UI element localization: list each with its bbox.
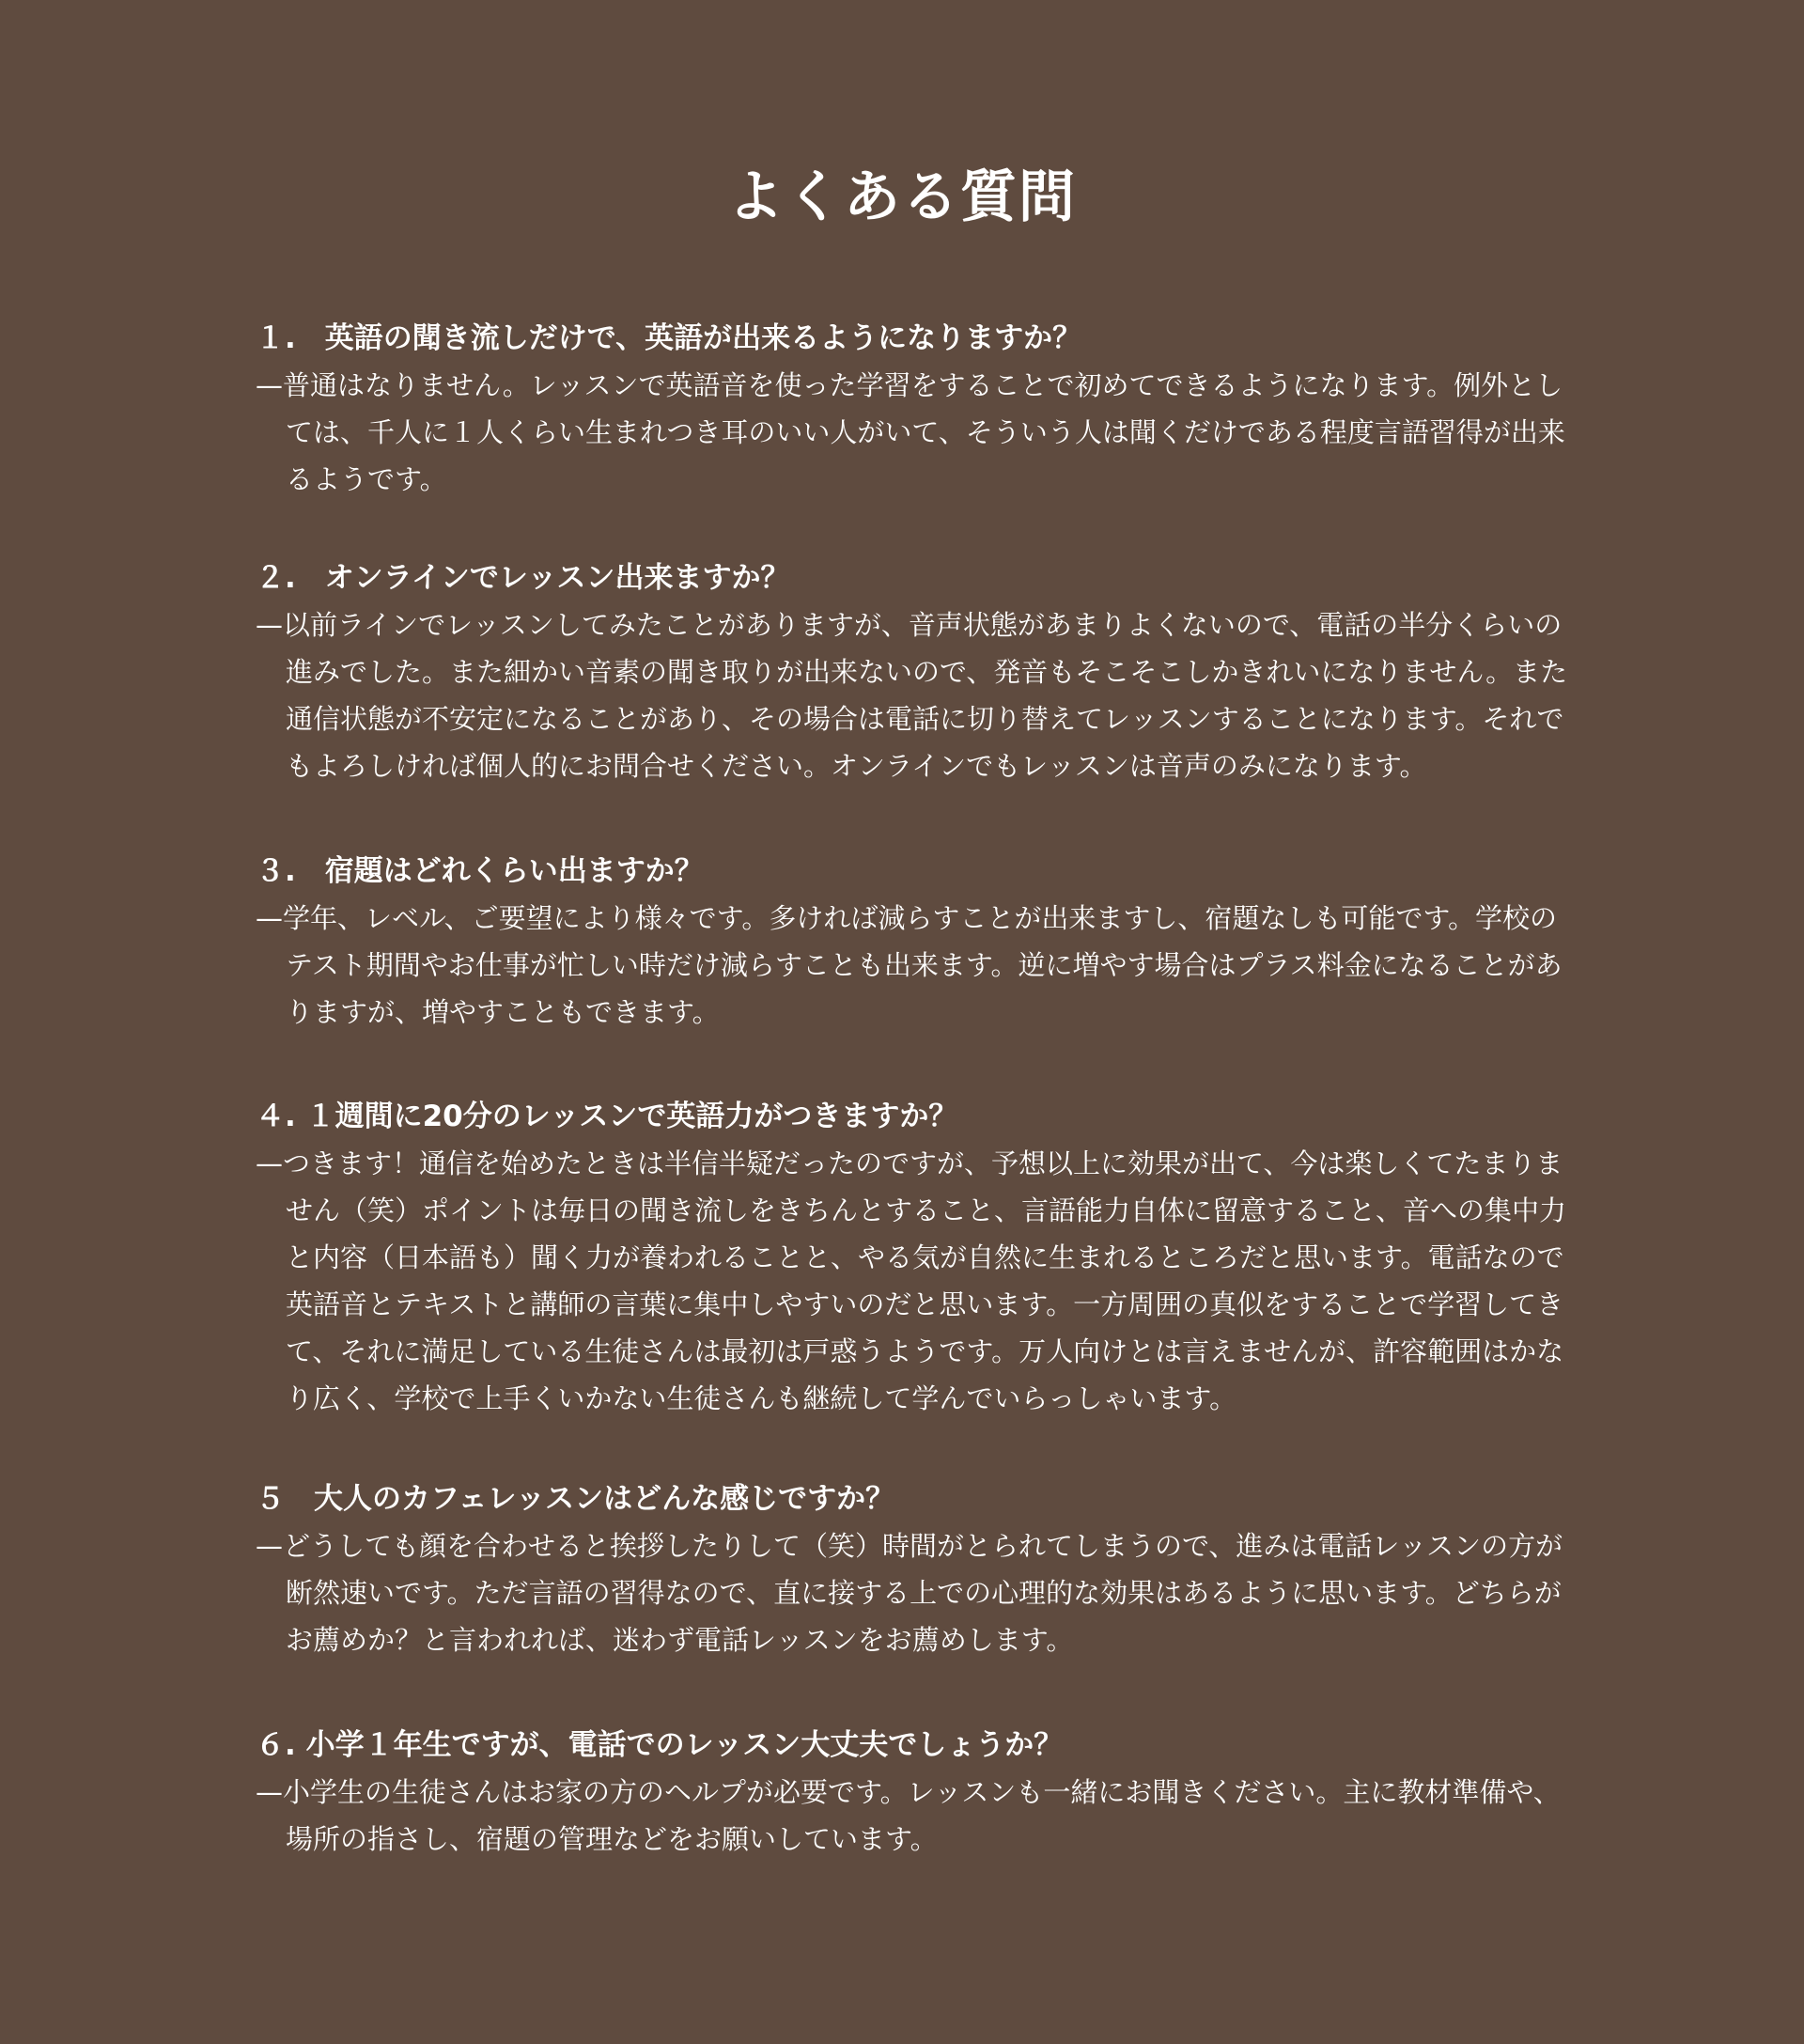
faq-question: ３. 宿題はどれくらい出ますか？ (256, 854, 704, 888)
faq-item-1 (256, 315, 1571, 503)
faq-question: ４. １週間に20分のレッスンで英語力がつきますか？ (256, 1100, 958, 1133)
faq-item-3 (256, 848, 1571, 1036)
faq-item-4 (256, 1093, 1571, 1422)
faq-item-2 (256, 554, 1571, 789)
faq-answer: —つきます！通信を始めたときは半信半疑だったのですが、予想以上に効果が出て、今は楽しくてたまりません（笑）ポイントは毎日の聞き流しをきちんとすること、言語能力自体に留意すること、音への集中力と内容（日本語も）聞く力が養われることと、やる気が自然に生まれるところだと思います。電話なので英語音とテキストと講師の言葉に集中しやすいのだと思います。一方周囲の真似をすることで学習してきて、それに満足している生徒さんは最初は戸惑うようです。万人向けとは言えませんが、許容範囲はかなり広く、学校で上手くいかない生徒さんも継続して学んでいらっしゃいます。 (256, 1147, 1567, 1414)
faq-question: １. 英語の聞き流しだけで、英語が出来るようになりますか？ (256, 321, 1082, 355)
faq-answer: —以前ラインでレッスンしてみたことがありますが、音声状態があまりよくないので、電話の半分くらいの進みでした。また細かい音素の聞き取りが出来ないので、発音もそこそこしかきれいになりません。また通信状態が不安定になることがあり、その場合は電話に切り替えてレッスンすることになります。それでもよろしければ個人的にお問合せください。オンラインでもレッスンは音声のみになります。 (256, 609, 1568, 782)
faq-item-6 (256, 1722, 1571, 1863)
faq-answer: —どうしても顔を合わせると挨拶したりして（笑）時間がとられてしまうので、進みは電話レッスンの方が断然速いです。ただ言語の習得なので、直に接する上での心理的な効果はあるように思います。どちらがお薦めか？と言われれば、迷わず電話レッスンをお薦めします。 (256, 1530, 1563, 1656)
faq-question: ２. オンラインでレッスン出来ますか？ (256, 561, 790, 595)
faq-item-5 (256, 1475, 1571, 1663)
faq-answer: —学年、レベル、ご要望により様々です。多ければ減らすことが出来ますし、宿題なしも可能です。学校のテスト期間やお仕事が忙しい時だけ減らすことも出来ます。逆に増やす場合はプラス料金になることがありますが、増やすこともできます。 (256, 902, 1563, 1028)
faq-answer: —普通はなりません。レッスンで英語音を使った学習をすることで初めてできるようになります。例外としては、千人に１人くらい生まれつき耳のいい人がいて、そういう人は聞くだけである程度言語習得が出来るようです。 (256, 369, 1565, 495)
page-title: よくある質問 (727, 164, 1077, 230)
faq-question: ５ 大人のカフェレッスンはどんな感じですか？ (256, 1482, 895, 1516)
faq-question: ６. 小学１年生ですが、電話でのレッスン大丈夫でしょうか？ (256, 1728, 1064, 1762)
faq-answer: —小学生の生徒さんはお家の方のヘルプが必要です。レッスンも一緒にお聞きください。主に教材準備や、場所の指さし、宿題の管理などをお願いしています。 (256, 1776, 1561, 1855)
